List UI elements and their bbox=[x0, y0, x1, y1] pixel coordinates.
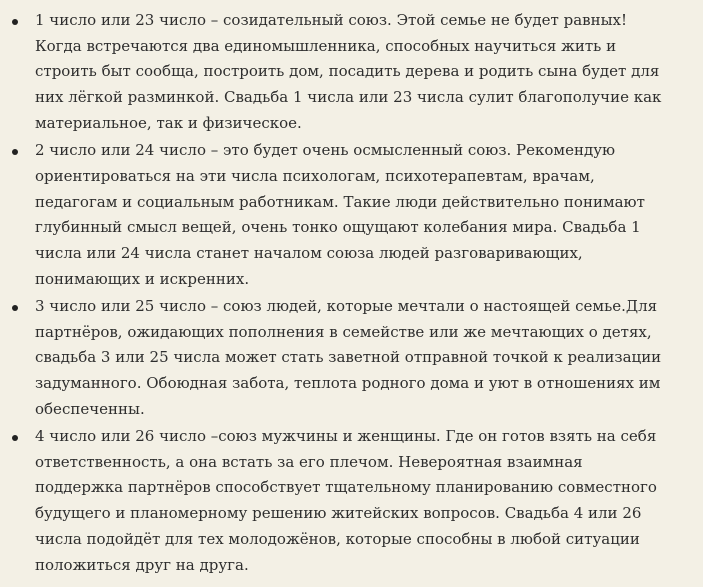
bullet-dot-icon bbox=[12, 435, 18, 441]
bullet-dot-icon bbox=[12, 19, 18, 25]
list-item bbox=[0, 424, 703, 578]
list-item bbox=[0, 138, 703, 292]
bullet-list bbox=[0, 8, 703, 578]
bullet-dot-icon bbox=[12, 305, 18, 311]
list-item bbox=[0, 8, 703, 137]
list-item-text: 3 число или 25 число – союз людей, которые мечтали о настоящей семье.Для партнёров, ожидающих пополнения в семействе или же мечтающих о детях, свадьба 3 или 25 числа может стать заветной отправной точкой к реализации задуманного. Обоюдная забота, теплота родного дома и уют в отношениях им обеспеченны. bbox=[35, 296, 662, 418]
list-item-text: 2 число или 24 число – это будет очень осмысленный союз. Рекомендую ориентироваться на эти числа психологам, психотерапевтам, врачам, педагогам и социальным работникам. Такие люди действительно понимают глубинный смысл вещей, очень тонко ощущают колебания мира. Свадьба 1 числа или 24 числа станет началом союза людей разговаривающих, понимающих и искренних. bbox=[35, 141, 645, 288]
list-item-text: 1 число или 23 число – созидательный союз. Этой семье не будет равных! Когда встречаются два единомышленника, способных научиться жить и строить быт сообща, построить дом, посадить дерева и родить сына будет для них лёгкой разминкой. Свадьба 1 числа или 23 числа сулит благополучие как материальное, так и физическое. bbox=[35, 11, 662, 132]
list-item bbox=[0, 294, 703, 423]
bullet-dot-icon bbox=[12, 149, 18, 155]
list-item-text: 4 число или 26 число –союз мужчины и женщины. Где он готов взять на себя ответственность, а она встать за его плечом. Невероятная взаимная поддержка партнёров способствует тщательному планированию совместного будущего и планомерному решению житейских вопросов. Свадьба 4 или 26 числа подойдёт для тех молодожёнов, которые способны в любой ситуации положиться друг на друга. bbox=[35, 427, 657, 574]
